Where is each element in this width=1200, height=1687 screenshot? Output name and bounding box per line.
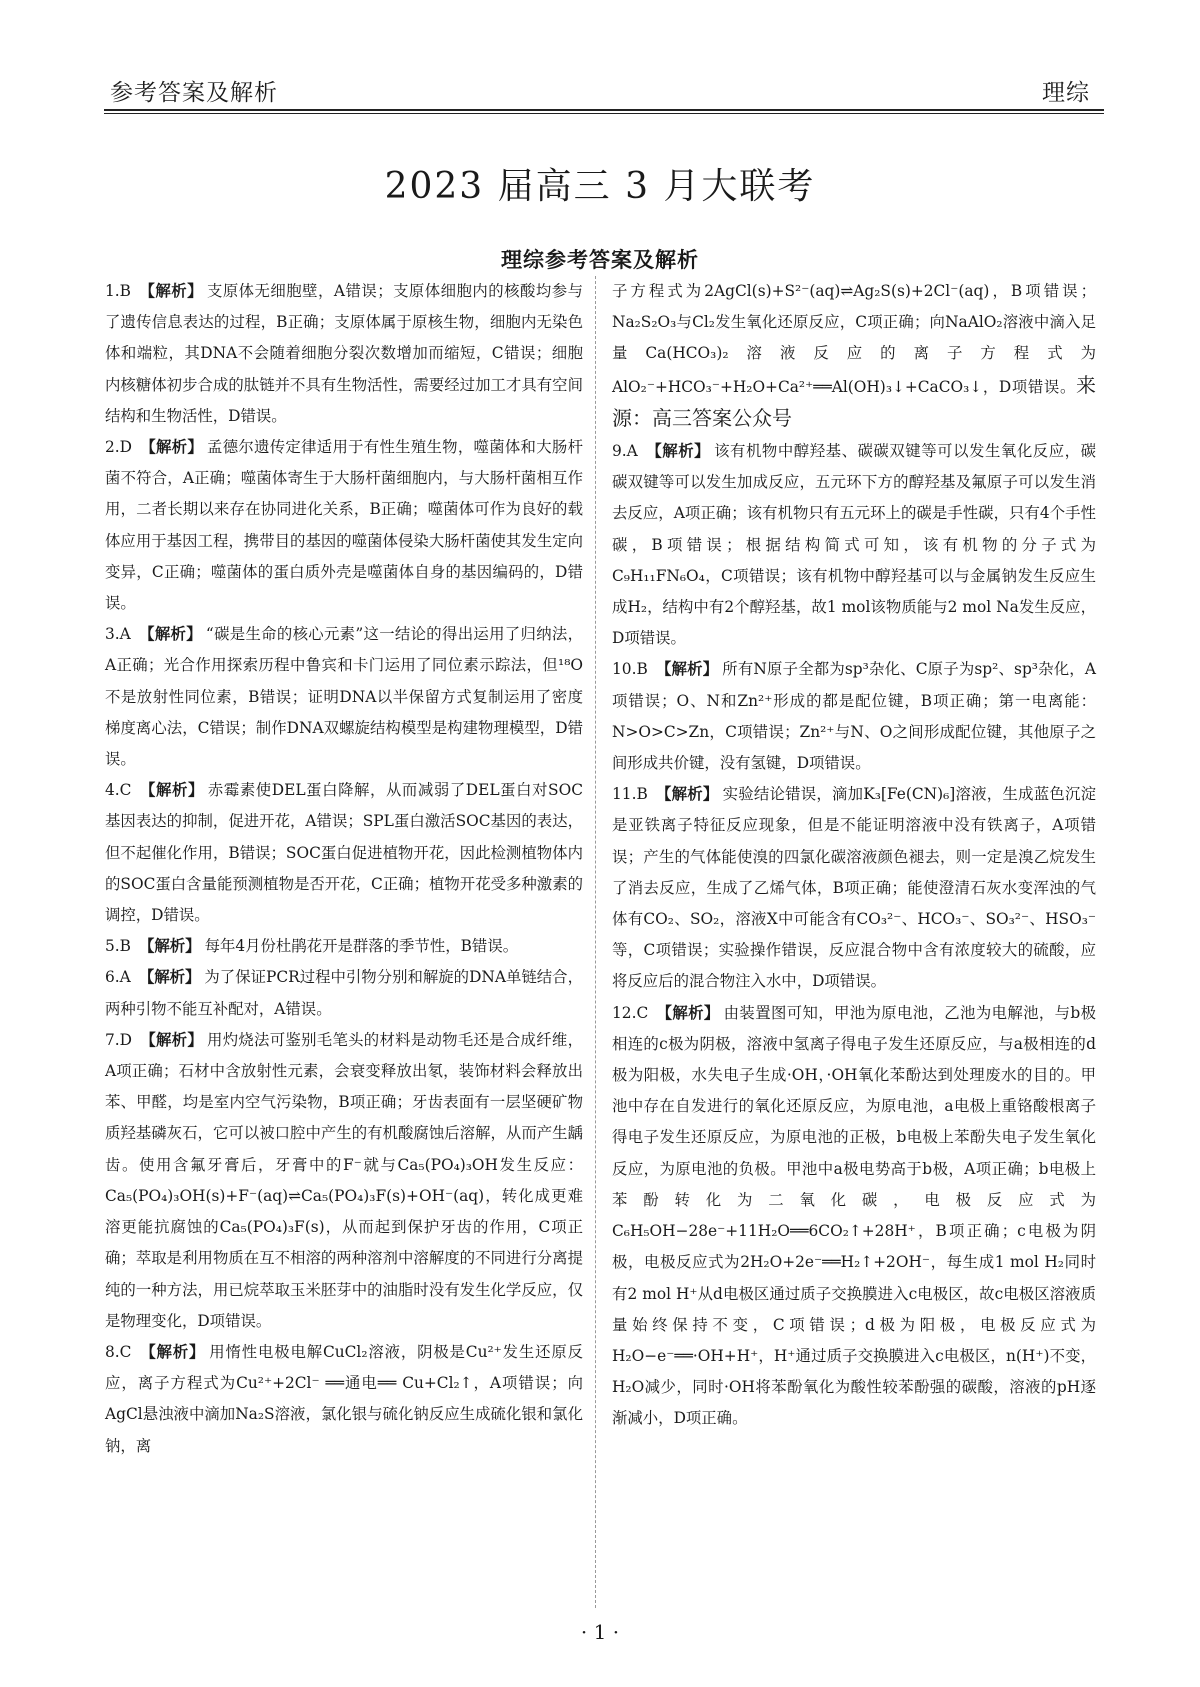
answer-item (105, 775, 583, 931)
item-body: 所有N原子全都为sp³杂化、C原子为sp²、sp³杂化，A项错误；O、N和Zn²⁺形成的都是配位键，B项正确；第一电离能：N>O>C>Zn，C项错误；Zn²⁺与N、O之间形成配位键，其他原子之间形成共价键，没有氢键，D项错误。 (612, 660, 1096, 773)
left-column (105, 276, 583, 1462)
item-body: 支原体无细胞壁，A错误；支原体细胞内的核酸均参与了遗传信息表达的过程，B正确；支原体属于原核生物，细胞内无染色体和端粒，其DNA不会随着细胞分裂次数增加而缩短，C错误；细胞内核糖体初步合成的肽链并不具有生物活性，需要经过加工才具有空间结构和生物活性，D错误。 (105, 282, 583, 425)
item-body: 用灼烧法可鉴别毛笔头的材料是动物毛还是合成纤维，A项正确；石材中含放射性元素，会衰变释放出氡，装饰材料会释放出苯、甲醛，均是室内空气污染物，B项正确；牙齿表面有一层坚硬矿物质羟基磷灰石，它可以被口腔中产生的有机酸腐蚀后溶解，从而产生龋齿。使用含氟牙膏后，牙膏中的F⁻就与Ca₅(PO₄)₃OH发生反应：Ca₅(PO₄)₃OH(s)+F⁻(aq)⇌Ca₅(PO₄)₃F(s)+OH⁻(aq)，转化成更难溶更能抗腐蚀的Ca₅(PO₄)₃F(s)，从而起到保护牙齿的作用，C项正确；萃取是利用物质在互不相溶的两种溶剂中溶解度的不同进行分离提纯的一种方法，用已烷萃取玉米胚芽中的油脂时没有发生化学反应，仅是物理变化，D项错误。 (105, 1030, 583, 1330)
answer-item (105, 276, 583, 432)
item-body: 每年4月份杜鹃花开是群落的季节性，B错误。 (204, 937, 519, 956)
analysis-tag: 【解析】 (138, 625, 202, 644)
item-number: 9.A (612, 442, 638, 461)
page-number: · 1 · (580, 1620, 620, 1644)
item-number: 7.D (105, 1030, 133, 1049)
item-number: 4.C (105, 781, 132, 800)
answer-item (612, 436, 1096, 654)
analysis-tag: 【解析】 (655, 785, 719, 804)
item-number: 1.B (105, 282, 131, 300)
right-column (612, 276, 1096, 1435)
header-rule-thick (104, 109, 1104, 111)
analysis-tag: 【解析】 (138, 968, 201, 987)
header-rule-thin (104, 113, 1104, 114)
analysis-tag: 【解析】 (139, 282, 203, 300)
item-number: 11.B (612, 785, 648, 804)
answer-item (105, 1337, 583, 1462)
item-body: “碳是生命的核心元素”这一结论的得出运用了归纳法，A正确；光合作用探索历程中鲁宾和卡门运用了同位素示踪法，但¹⁸O不是放射性同位素，B错误；证明DNA以半保留方式复制运用了密度梯度离心法，C错误；制作DNA双螺旋结构模型是构建物理模型，D错误。 (105, 625, 583, 769)
item-number: 5.B (105, 937, 131, 956)
column-divider (595, 276, 596, 1608)
answer-item (105, 962, 583, 1024)
answer-item (105, 432, 583, 619)
item-body: 为了保证PCR过程中引物分别和解旋的DNA单链结合，两种引物不能互补配对，A错误。 (105, 968, 583, 1018)
header-left-label: 参考答案及解析 (110, 80, 278, 106)
analysis-tag: 【解析】 (139, 1342, 206, 1361)
analysis-tag: 【解析】 (139, 937, 201, 956)
item-number: 3.A (105, 625, 131, 644)
answer-item (612, 654, 1096, 779)
answer-item (105, 931, 583, 962)
header-right-label: 理综 (1042, 80, 1090, 106)
analysis-tag: 【解析】 (656, 1003, 720, 1022)
item-number: 12.C (612, 1003, 649, 1022)
item-number: 8.C (105, 1342, 132, 1361)
item-body: 赤霉素使DEL蛋白降解，从而减弱了DEL蛋白对SOC基因表达的抑制，促进开花，A错误；SPL蛋白激活SOC基因的表达，但不起催化作用，B错误；SOC蛋白促进植物开花，因此检测植物体内的SOC蛋白含量能预测植物是否开花，C正确；植物开花受多种激素的调控，D错误。 (105, 781, 583, 925)
answer-item (612, 998, 1096, 1435)
item-body: 由装置图可知，甲池为原电池，乙池为电解池，与b极相连的c极为阴极，溶液中氢离子得电子发生还原反应，与a极相连的d极为阳极，水失电子生成·OH，·OH氧化苯酚达到处理废水的目的。甲池中存在自发进行的氧化还原反应，为原电池，a电极上重铬酸根离子得电子发生还原反应，为原电池的正极，b电极上苯酚失电子发生氧化反应，为原电池的负极。甲池中a极电势高于b极，A项正确；b电极上苯酚转化为二氧化碳，电极反应式为C₆H₅OH−28e⁻+11H₂O══6CO₂↑+28H⁺，B项正确；c电极为阴极，电极反应式为2H₂O+2e⁻══H₂↑+2OH⁻，每生成1 mol H₂同时有2 mol H⁺从d电极区通过质子交换膜进入c电极区，故c电极区溶液质量始终保持不变，C项错误；d极为阳极，电极反应式为H₂O−e⁻══·OH+H⁺，H⁺通过质子交换膜进入c电极区，n(H⁺)不变，H₂O减少，同时·OH将苯酚氧化为酸性较苯酚强的碳酸，溶液的pH逐渐减小，D项正确。 (612, 1003, 1096, 1428)
analysis-tag: 【解析】 (140, 1030, 204, 1049)
source-watermark: 来源：高三答案公众号 (612, 372, 1096, 430)
item-body: 孟德尔遗传定律适用于有性生殖生物，噬菌体和大肠杆菌不符合，A正确；噬菌体寄生于大肠杆菌细胞内，与大肠杆菌相互作用，二者长期以来存在协同进化关系，B正确；噬菌体可作为良好的载体应用于基因工程，携带目的基因的噬菌体侵染大肠杆菌使其发生定向变异，C正确；噬菌体的蛋白质外壳是噬菌体自身的基因编码的，D错误。 (105, 438, 583, 613)
answer-item (105, 1025, 583, 1337)
item-8-continuation: 子方程式为2AgCl(s)+S²⁻(aq)⇌Ag₂S(s)+2Cl⁻(aq)，B项错误；Na₂S₂O₃与Cl₂发生氧化还原反应，C项正确；向NaAlO₂溶液中滴入足量Ca(HCO₃)₂溶液反应的离子方程式为AlO₂⁻+HCO₃⁻+H₂O+Ca²⁺══Al(OH)₃↓+CaCO₃↓，D项错误。 (612, 282, 1096, 396)
analysis-tag: 【解析】 (645, 442, 711, 461)
page-title: 2023 届高三 3 月大联考 (384, 166, 816, 207)
answer-item (105, 619, 583, 775)
item-number: 10.B (612, 660, 648, 679)
continued-text (612, 276, 1096, 436)
item-number: 2.D (105, 438, 133, 457)
page-header (104, 74, 1104, 104)
page-subtitle: 理综参考答案及解析 (501, 248, 699, 272)
item-body: 实验结论错误，滴加K₃[Fe(CN)₆]溶液，生成蓝色沉淀是亚铁离子特征反应现象，但是不能证明溶液中没有铁离子，A项错误；产生的气体能使溴的四氯化碳溶液颜色褪去，则一定是溴乙烷发生了消去反应，生成了乙烯气体，B项正确；能使澄清石灰水变浑浊的气体有CO₂、SO₂，溶液X中可能含有CO₃²⁻、HCO₃⁻、SO₃²⁻、HSO₃⁻等，C项错误；实验操作错误，反应混合物中含有浓度较大的硫酸，应将反应后的混合物注入水中，D项错误。 (612, 785, 1096, 991)
item-body: 用惰性电极电解CuCl₂溶液，阴极是Cu²⁺发生还原反应，离子方程式为Cu²⁺+2Cl⁻ ══通电══ Cu+Cl₂↑，A项错误；向AgCl悬浊液中滴加Na₂S溶液，氯化银与硫化钠反应生成硫化银和氯化钠，离 (105, 1342, 583, 1455)
analysis-tag: 【解析】 (655, 660, 719, 679)
answer-item (612, 779, 1096, 997)
analysis-tag: 【解析】 (140, 438, 204, 457)
item-body: 该有机物中醇羟基、碳碳双键等可以发生氧化反应，碳碳双键等可以发生加成反应，五元环下方的醇羟基及氟原子可以发生消去反应，A项正确；该有机物只有五元环上的碳是手性碳，只有4个手性碳，B项错误；根据结构简式可知，该有机物的分子式为C₉H₁₁FN₆O₄，C项错误；该有机物中醇羟基可以与金属钠发生反应生成H₂，结构中有2个醇羟基，故1 mol该物质能与2 mol Na发生反应，D项错误。 (612, 442, 1096, 648)
item-number: 6.A (105, 968, 131, 987)
analysis-tag: 【解析】 (139, 781, 204, 800)
